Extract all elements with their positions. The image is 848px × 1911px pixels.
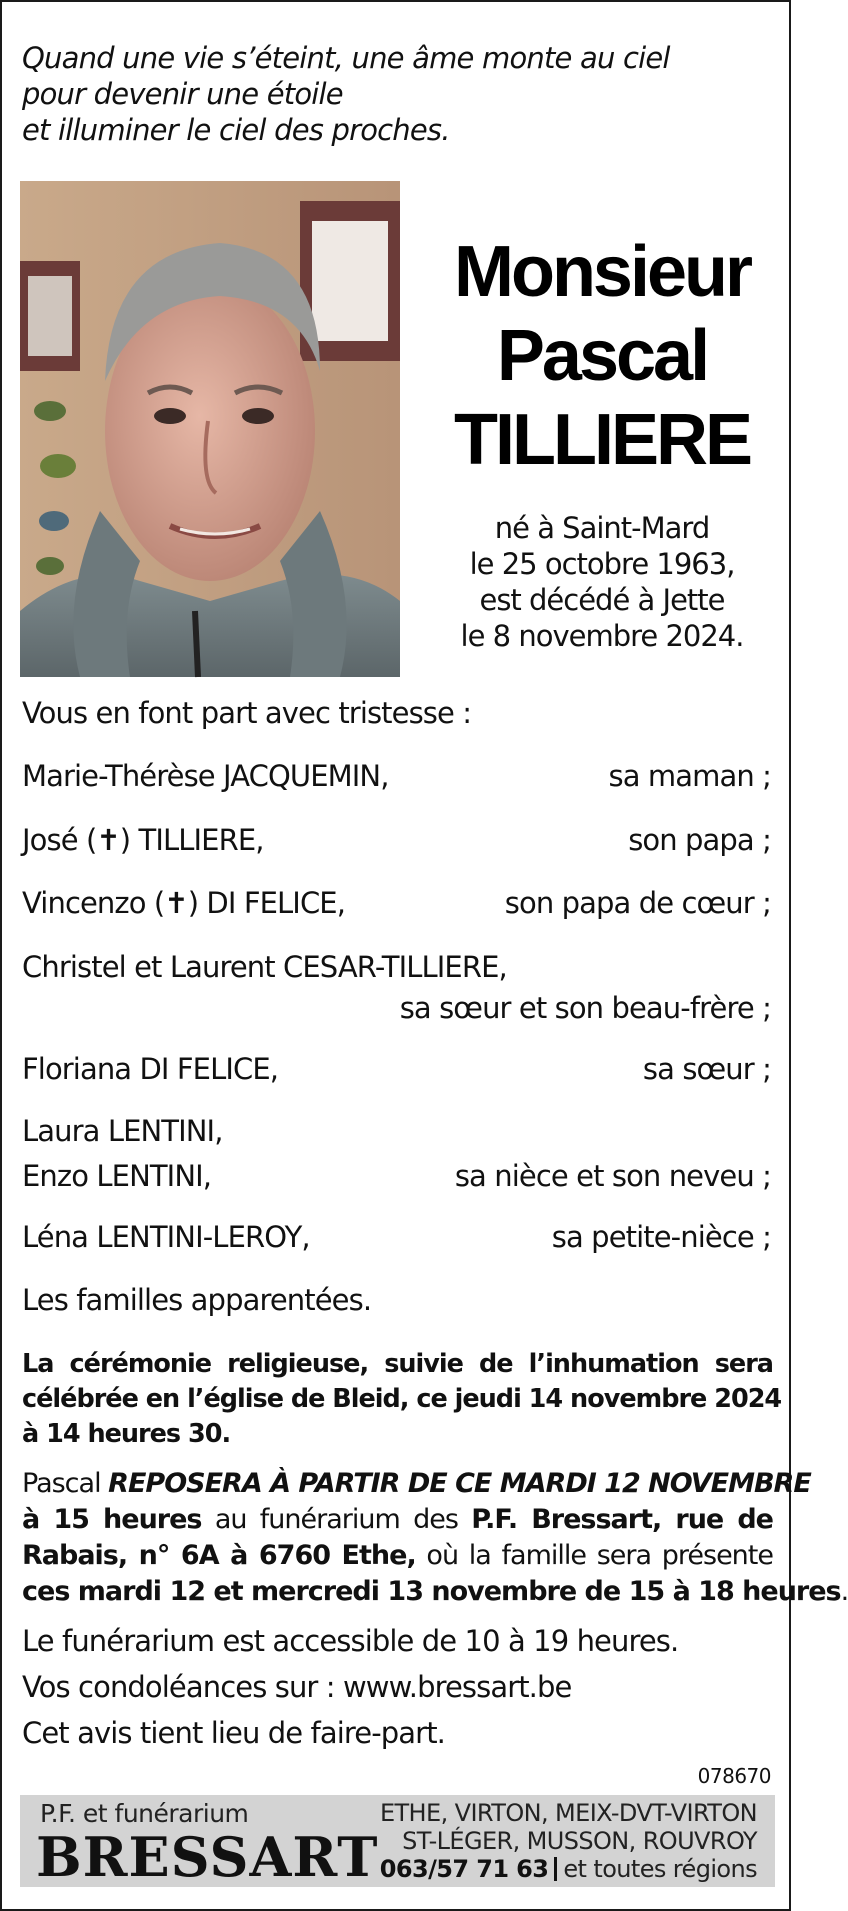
footer-regions: et toutes régions xyxy=(563,1855,757,1883)
family-relation: sa maman ; xyxy=(608,759,771,793)
notice-text: Cet avis tient lieu de faire-part. xyxy=(22,1716,445,1750)
ceremony-line: célébrée en l’église de Bleid, ce jeudi 14 novembre 2024 xyxy=(22,1384,782,1414)
family-name: Léna LENTINI-LEROY, xyxy=(22,1220,310,1254)
family-name: Christel et Laurent CESAR-TILLIERE, xyxy=(22,950,507,984)
family-name: Vincenzo (✝) DI FELICE, xyxy=(22,886,346,920)
family-relation: sa nièce et son neveu ; xyxy=(454,1159,771,1193)
intro-text: Vous en font part avec tristesse : xyxy=(22,696,472,730)
repose-line xyxy=(22,1574,848,1610)
footer-locations xyxy=(380,1799,757,1883)
footer-phone: 063/57 71 63 xyxy=(379,1855,549,1883)
divider xyxy=(554,1857,557,1881)
deceased-name xyxy=(432,230,772,482)
family-relation: sa sœur et son beau-frère ; xyxy=(399,991,771,1025)
footer-subtitle: P.F. et funérarium xyxy=(40,1799,249,1828)
repose-text: au funérarium des xyxy=(214,1504,458,1535)
name-title: Monsieur xyxy=(453,232,751,312)
footer-towns-line: ST-LÉGER, MUSSON, ROUVROY xyxy=(402,1827,757,1855)
family-name: José (✝) TILLIERE, xyxy=(22,823,264,857)
family-name: Marie-Thérèse JACQUEMIN, xyxy=(22,759,389,793)
family-relation: sa sœur ; xyxy=(642,1052,771,1086)
footer-brand-logo: BRESSART xyxy=(36,1825,379,1889)
funerarium-hours: Le funérarium est accessible de 10 à 19 heures. xyxy=(22,1624,679,1658)
footer-contact-line xyxy=(380,1855,757,1883)
repose-text: Pascal xyxy=(22,1468,101,1499)
repose-line xyxy=(22,1466,811,1502)
footer-towns-line: ETHE, VIRTON, MEIX-DVT-VIRTON xyxy=(379,1799,757,1827)
funeral-home-banner xyxy=(20,1795,775,1887)
family-relation: son papa de cœur ; xyxy=(504,886,771,920)
repose-text: où la famille sera présente xyxy=(426,1540,773,1571)
name-last: TILLIERE xyxy=(454,400,750,480)
ceremony-line: La cérémonie religieuse, suivie de l’inhumation sera xyxy=(22,1349,773,1379)
reference-number: 078670 xyxy=(697,1764,771,1788)
poem xyxy=(22,40,762,148)
poem-line: Quand une vie s’éteint, une âme monte au ciel xyxy=(22,41,670,75)
condolences-link: Vos condoléances sur : www.bressart.be xyxy=(22,1670,572,1704)
family-relation: son papa ; xyxy=(628,823,771,857)
repose-emphasis: P.F. Bressart, rue de xyxy=(471,1504,773,1535)
repose-emphasis: REPOSERA À PARTIR DE CE MARDI 12 NOVEMBRE xyxy=(108,1468,811,1499)
poem-line: et illuminer le ciel des proches. xyxy=(22,113,450,147)
poem-line: pour devenir une étoile xyxy=(22,77,343,111)
ceremony-info xyxy=(22,1347,782,1452)
repose-emphasis: à 15 heures xyxy=(22,1504,202,1535)
repose-info xyxy=(22,1466,848,1610)
family-name: Floriana DI FELICE, xyxy=(22,1052,279,1086)
family-relation: sa petite-nièce ; xyxy=(551,1220,771,1254)
repose-emphasis: ces mardi 12 et mercredi 13 novembre de 15 à 18 heures xyxy=(22,1576,841,1607)
family-name: Enzo LENTINI, xyxy=(22,1159,212,1193)
name-first: Pascal xyxy=(496,316,708,396)
birth-line: le 25 octobre 1963, xyxy=(469,547,735,581)
birth-line: né à Saint-Mard xyxy=(494,511,710,545)
repose-emphasis: Rabais, n° 6A à 6760 Ethe, xyxy=(22,1540,416,1571)
birth-death-info xyxy=(432,510,772,654)
ceremony-line: à 14 heures 30. xyxy=(22,1419,231,1449)
repose-text: . xyxy=(840,1576,848,1607)
birth-line: est décédé à Jette xyxy=(479,583,725,617)
related-families: Les familles apparentées. xyxy=(22,1283,372,1317)
repose-line xyxy=(22,1502,773,1538)
family-name: Laura LENTINI, xyxy=(22,1114,223,1148)
birth-line: le 8 novembre 2024. xyxy=(460,619,744,653)
repose-line xyxy=(22,1538,773,1574)
portrait-photo xyxy=(20,181,400,677)
